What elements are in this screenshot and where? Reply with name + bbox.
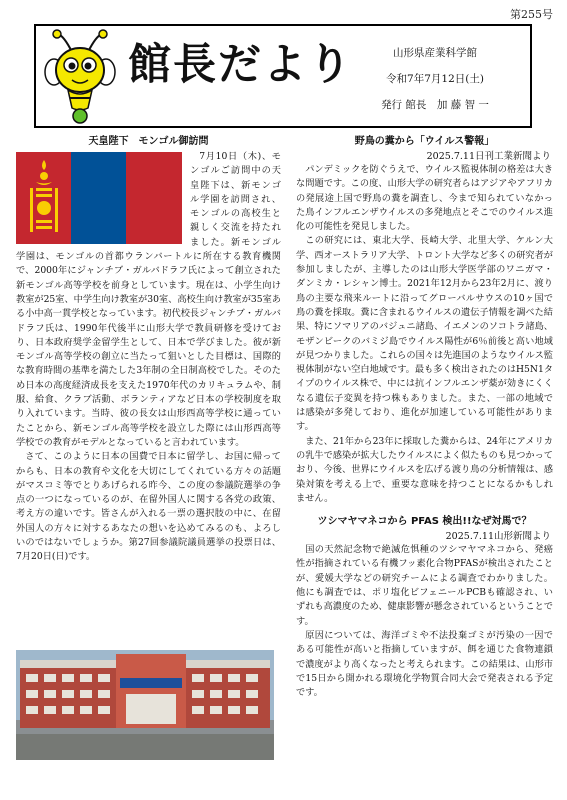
article-paragraph: 原因については、海洋ゴミや不法投棄ゴミが汚染の一因である可能性が高いと指摘していますが、餌を通じた食物連鎖で濃度がより高くなったと考えられます。この結果は、山形市で15日から開かれる環境化学物質合同大会で発表される予定です。 <box>296 629 553 699</box>
newsletter-title: 館長だより <box>128 40 353 90</box>
article-heading: 野鳥の糞から「ウイルス警報」 <box>354 136 495 147</box>
article-heading: 天皇陛下 モンゴル御訪問 <box>88 136 209 147</box>
bee-mascot-icon <box>44 28 116 124</box>
right-column <box>296 134 553 700</box>
article-paragraph: 7月10日（木)、モンゴルご訪問中の天皇陛下は、新モンゴル学園を訪問され、モンゴルの高校生と親しく交流を持たれました。新モンゴル学園は、モンゴルの首都ウランバートルに所在する教育機関で、2000年にジャンチブ・ガルバドラフ氏によって創立された新モンゴル高等学校を前身としています。現在は、小学生向け教室が25室、中学生向け教室が30室、高校生向け教室が35室ある小中高一貫学校となっています。初代校長ジャンチブ・ガルバドラフ氏は、1990年代後半に山形大学で教員研修を受けており、日本政府奨学金留学生として、日本で学びました。彼が新モンゴル高等学校の創立に当たって狙いとした目標は、国際的な教育時間の基準を満たした3年制の全日制高校でした。そのため日本の高度経済成長を支えた1970年代のカリキュラムや、制服、給食、クラブ活動、ボランティアなど日本の学校制度を取り入れています。当時、彼の長女は山形西高等学校に通っていたことから、新モンゴル高等学校を設立した際には山形西高等学校での教育がモデルとなっていると言われています。 <box>16 151 281 448</box>
article-source: 2025.7.11日刊工業新聞より <box>426 151 551 162</box>
article-paragraph: パンデミックを防ぐうえで、ウイルス監視体制の格差は大きな問題です。この度、山形大学の研究者らはアジアやアフリカの発展途上国で野鳥の糞を調査し、今まで知られていなかった鳥インフルエンザウイルスの多発地点とそこでのウイルス進化の可能性を発見しました。 <box>296 164 553 233</box>
publisher: 発行 館長 加 藤 智 一 <box>381 99 489 111</box>
article-heading: ツシマヤマネコから PFAS 検出!!なぜ対馬で？ <box>317 516 532 528</box>
article-paragraph: さて、このように日本の国費で日本に留学し、お国に帰ってからも、日本の教育や文化を大切にしてくれている方々の話題がマスコミ等でとりあげられる昨今、この度の参議院選挙の争点の一つになっているのが、在留外国人に関する各党の政策、考え方の違いです。皆さんが入れる一票の選択肢の中に、在留外国人の方々に対するあなたの想いを込めてみるのも、よろしいのではないでしょうか。第27回参議院議員選挙の投票日は、7月20日(日)です。 <box>16 451 281 563</box>
org-name: 山形県産業科学館 <box>393 47 477 59</box>
article-paragraph: 国の天然記念物で絶滅危惧種のツシマヤマネコから、発癌性が指摘されている有機フッ素化合物PFASが検出されたことが、愛媛大学などの研究チームによる調査でわかりました。他にも調査では、ポリ塩化ビフェニールPCBも確認され、いずれも高濃度のため、健康影響が懸念されているということです。 <box>296 544 553 627</box>
school-building-photo <box>16 650 274 760</box>
article-source: 2025.7.11山形新聞より <box>445 531 551 543</box>
article-paragraph: この研究には、東北大学、長崎大学、北里大学、ケルン大学、西オーストラリア大学、トロント大学など多くの研究者が参加しましたが、主導したのは山形大学医学部のワニガマ・ダンミカ・レシャン博士。2021年12月から23年2月に、渡り鳥の主要な飛来ルートに沿ってグローバルサウスの10ヶ国で鳥の糞を採取。糞に含まれるウイルスの遺伝子情報を調べた結果、特にソマリアのバジュニ諸島、イエメンのソコトラ諸島、モザンビークのバミジ島でウイルス陽性が6％前後と高い地域が見つかりました。これらの国々は先進国のようなウイルス監視体制がない空白地域です。最も多く検出されたのはH5N1タイプのウイルス株で、中には抗インフルエンザ薬が効きにくくなる遺伝子変異を持つ株もありました。また、一部の地域では感染が多発しており、進化が加速している可能性があります。 <box>296 235 553 433</box>
masthead-info <box>350 40 520 118</box>
publish-date: 令和7年7月12日(土) <box>386 73 484 85</box>
masthead <box>34 24 532 128</box>
article-paragraph: また、21年から23年に採取した糞からは、24年にアメリカの乳牛で感染が拡大したウイルスによく似たものも見つかっており、今後、世界にウイルスを広げる渡り鳥の分析情報は、感染対策を考える上で、重要な意味を持つことになるかもしれません。 <box>296 435 553 504</box>
issue-number: 第255号 <box>510 8 553 21</box>
left-column <box>16 134 281 565</box>
mongolia-flag-icon <box>16 152 182 244</box>
